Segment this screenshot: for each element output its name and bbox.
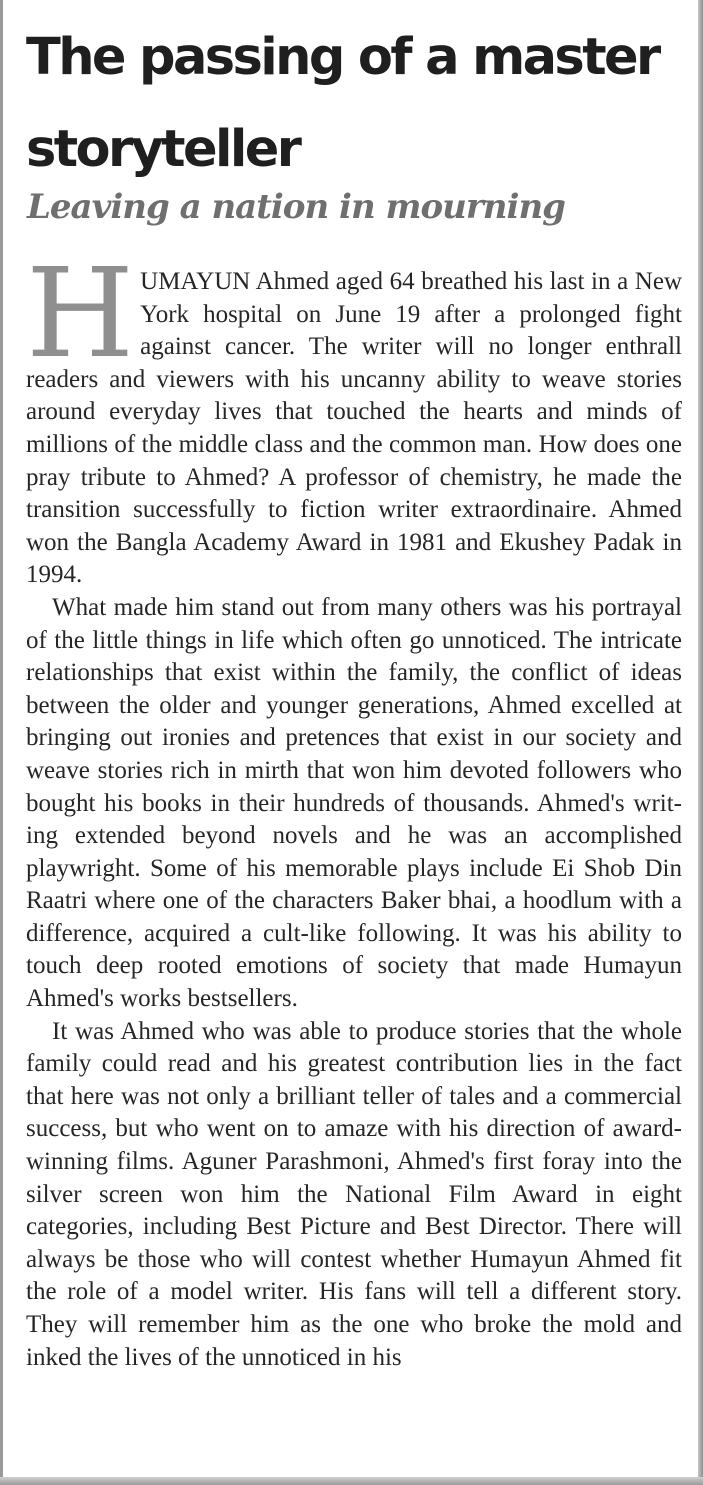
page-bottom-border bbox=[0, 1477, 703, 1485]
article-headline: The passing of a master storyteller bbox=[26, 28, 659, 179]
article-body bbox=[26, 242, 682, 1374]
page-left-border bbox=[0, 0, 3, 1485]
drop-cap: H bbox=[26, 242, 135, 386]
page-right-border bbox=[698, 0, 703, 1485]
article-paragraph-2: What made him stand out from many others was his portrayal of the little things in life which often go unnoticed. The intricate relationships that exist within the family, the conflict of ideas between the older and younger generations, Ahmed excelled at bringing out ironies and pretences that exist in our society and weave stories rich in mirth that won him devoted followers who bought his books in their hundreds of thousands. Ahmed's writing extended beyond novels and he was an accomplished playwright. Some of his memorable plays include Ei Shob Din Raatri where one of the characters Baker bhai, a hoodlum with a difference, acquired a cult-like following. It was his ability to touch deep rooted emotions of society that made Humayun Ahmed's works bestsellers. bbox=[26, 593, 682, 1013]
article-paragraph-1 bbox=[26, 242, 682, 592]
article-subheadline: Leaving a nation in mourning bbox=[27, 187, 565, 227]
article-paragraph-3: It was Ahmed who was able to produce stories that the whole family could read and his greatest contribution lies in the fact that here was not only a brilliant teller of tales and a commercial success, but who went on to amaze with his direction of award-winning films. Aguner Parashmoni, Ahmed's first foray into the silver screen won him the National Film Award in eight categories, including Best Picture and Best Director. There will always be those who will contest whether Humayun Ahmed fit the role of a model writer. His fans will tell a different story. They will remember him as the one who broke the mold and inked the lives of the unnoticed in his bbox=[26, 1017, 682, 1371]
paragraph-1-text: UMAYUN Ahmed aged 64 breathed his last in a New York hospital on June 19 after a prolonged fight against cancer. The writer will no longer enthrall readers and viewers with his uncanny ability to weave stories around everyday lives that touched the hearts and minds of millions of the middle class and the common man. How does one pray tribute to Ahmed? A professor of chemistry, he made the transition successfully to fiction writer extraordinaire. Ahmed won the Bangla Academy Award in 1981 and Ekushey Padak in 1994. bbox=[26, 268, 682, 589]
